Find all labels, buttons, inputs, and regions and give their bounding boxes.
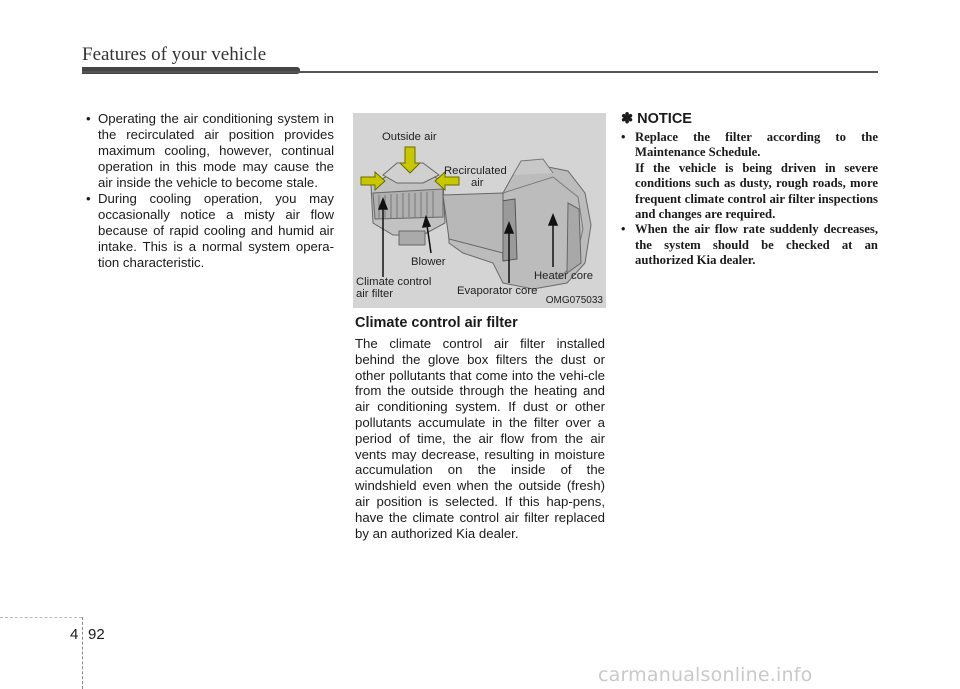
bullet-list	[84, 111, 334, 271]
list-item: • During cooling operation, you may occasionally notice a misty air flow because of rapid cooling and humid air intake. This is a normal system opera-tion characteristic.	[84, 191, 334, 271]
page-number: 92	[88, 626, 105, 643]
label-recirculated-air: air	[471, 177, 484, 189]
figure-code: OMG075033	[545, 295, 603, 306]
notice-list	[621, 130, 878, 269]
footer-divider	[82, 617, 83, 689]
chapter-number: 4	[70, 626, 79, 643]
section-title: Climate control air filter	[355, 315, 518, 331]
label-filter-line1: Climate control	[356, 276, 432, 288]
label-blower: Blower	[411, 256, 446, 268]
label-recirculated: Recirculated	[444, 165, 507, 177]
label-heater-core: Heater core	[534, 270, 594, 282]
header-rule	[82, 71, 878, 73]
label-filter-line2: air filter	[356, 288, 394, 300]
list-item: • Operating the air conditioning system in the recirculated air position provides maximum cooling, however, continual operation in this mode may cause the air inside the vehicle to become stale.	[84, 111, 334, 191]
list-item	[621, 130, 878, 222]
section-body: The climate control air filter installed behind the glove box filters the dust or other pollutants that come into the vehi-cle from the outside through the heating and air conditioning system. If dust or other pollutants accumulate in the filter over a period of time, the air flow from the air vents may decrease, resulting in moisture accumulation on the inside of the windshield even when the outside (fresh) air position is selected. If this hap-pens, have the climate control air filter replaced by an authorized Kia dealer.	[355, 336, 605, 541]
notice-item-text: • Replace the filter according to the Maintenance Schedule.	[635, 130, 878, 160]
notice-title: ✽ NOTICE	[621, 111, 692, 127]
list-item	[621, 222, 878, 268]
notice-item-text: If the vehicle is being driven in severe conditions such as dusty, rough roads, more frequent climate control air filter inspections and changes are required.	[635, 160, 878, 222]
notice-item-text: • When the air flow rate suddenly decreases, the system should be checked at an authorized Kia dealer.	[635, 222, 878, 268]
footer-guide-line	[0, 617, 82, 618]
page-header-title: Features of your vehicle	[82, 44, 267, 65]
notice-box	[621, 130, 878, 269]
hvac-diagram-figure	[353, 113, 606, 308]
watermark: carmanualsonline.info	[598, 664, 813, 686]
left-column	[84, 111, 334, 271]
label-evaporator-core: Evaporator core	[457, 285, 538, 297]
label-outside-air: Outside air	[382, 131, 437, 143]
